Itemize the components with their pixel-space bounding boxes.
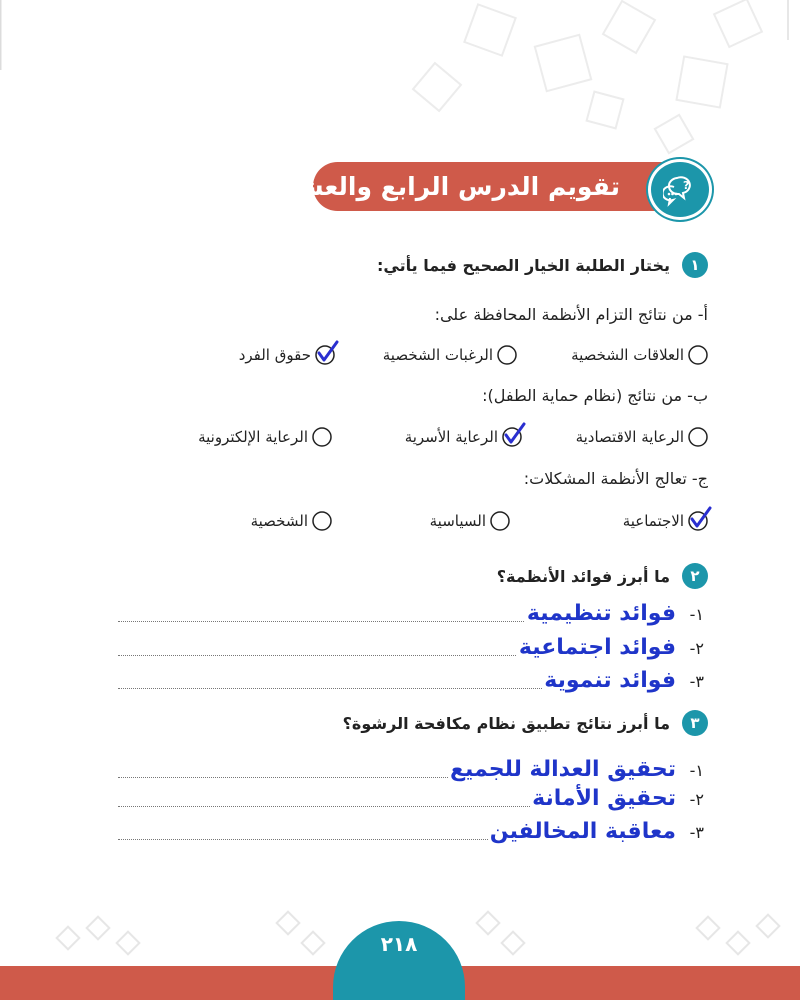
answer-number: ٢-	[689, 639, 704, 658]
handwritten-answer: تحقيق الأمانة	[532, 786, 676, 811]
option-1b-2[interactable]	[405, 424, 522, 450]
handwritten-answer: فوائد تنموية	[544, 668, 676, 693]
question-1-text: يختار الطلبة الخيار الصحيح فيما يأتي:	[377, 255, 670, 275]
lesson-title-banner	[251, 162, 708, 211]
handwritten-answer: فوائد تنظيمية	[526, 601, 676, 626]
question-1-number: ١	[682, 252, 708, 278]
lesson-title: تقويم الدرس الرابع والعشرين	[251, 172, 620, 201]
handwritten-answer: معاقبة المخالفين	[489, 819, 676, 844]
answer-line[interactable]	[118, 779, 704, 813]
check-circle-icon[interactable]	[688, 511, 708, 531]
question-1	[377, 250, 708, 280]
title-icon-badge	[648, 159, 712, 220]
answer-number: ١-	[689, 761, 704, 780]
option-label: العلاقات الشخصية	[571, 346, 684, 364]
option-1c-1[interactable]	[623, 508, 708, 534]
question-1a-prompt: أ- من نتائج التزام الأنظمة المحافظة على:	[434, 305, 708, 324]
empty-circle-icon[interactable]	[490, 511, 510, 531]
option-label: الرعاية الأسرية	[404, 428, 498, 446]
answer-line[interactable]	[118, 812, 704, 846]
svg-text:?: ?	[683, 179, 690, 192]
answer-line[interactable]	[118, 628, 704, 662]
question-2	[497, 561, 708, 591]
option-1a-3[interactable]	[239, 342, 335, 368]
speech-bubbles-question-icon	[663, 173, 697, 207]
question-3-text: ما أبرز نتائج تطبيق نظام مكافحة الرشوة؟	[342, 713, 670, 733]
option-label: حقوق الفرد	[238, 346, 311, 364]
answer-number: ١-	[689, 605, 704, 624]
handwritten-answer: تحقيق العدالة للجميع	[449, 757, 676, 782]
option-label: الاجتماعية	[622, 512, 684, 530]
question-2-text: ما أبرز فوائد الأنظمة؟	[496, 566, 670, 586]
option-1a-1[interactable]	[571, 342, 708, 368]
question-3	[343, 708, 708, 738]
decorative-pattern-top	[0, 0, 800, 160]
question-3-number: ٣	[682, 710, 708, 736]
question-1b-prompt: ب- من نتائج (نظام حماية الطفل):	[482, 386, 708, 405]
answer-line[interactable]	[118, 661, 704, 695]
empty-circle-icon[interactable]	[312, 427, 332, 447]
option-label: السياسية	[429, 512, 486, 530]
option-1a-2[interactable]	[383, 342, 517, 368]
check-circle-icon[interactable]	[315, 345, 335, 365]
question-2-number: ٢	[682, 563, 708, 589]
handwritten-answer: فوائد اجتماعية	[518, 635, 676, 660]
empty-circle-icon[interactable]	[497, 345, 517, 365]
check-circle-icon[interactable]	[502, 427, 522, 447]
empty-circle-icon[interactable]	[688, 345, 708, 365]
answer-line[interactable]	[118, 594, 704, 628]
page-number: ٢١٨	[380, 932, 418, 956]
option-label: الرغبات الشخصية	[382, 346, 493, 364]
empty-circle-icon[interactable]	[688, 427, 708, 447]
answer-number: ٢-	[689, 790, 704, 809]
answer-number: ٣-	[689, 823, 704, 842]
option-1b-1[interactable]	[576, 424, 708, 450]
empty-circle-icon[interactable]	[312, 511, 332, 531]
option-1c-2[interactable]	[430, 508, 510, 534]
option-label: الرعاية الإلكترونية	[198, 428, 308, 446]
option-1b-3[interactable]	[198, 424, 332, 450]
option-1c-3[interactable]	[251, 508, 332, 534]
option-label: الرعاية الاقتصادية	[575, 428, 684, 446]
option-label: الشخصية	[250, 512, 308, 530]
question-1c-prompt: ج- تعالج الأنظمة المشكلات:	[523, 469, 708, 488]
answer-number: ٣-	[689, 672, 704, 691]
